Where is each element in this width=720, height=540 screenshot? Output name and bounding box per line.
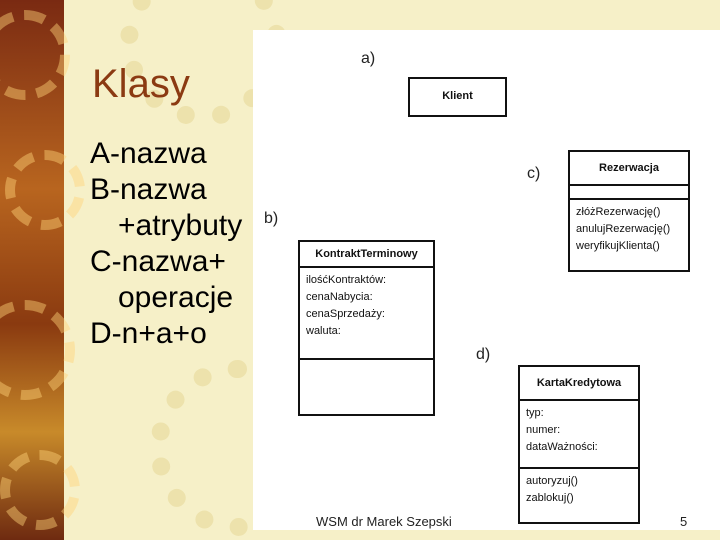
gear-icon xyxy=(0,10,70,100)
bullet-list xyxy=(90,136,260,352)
attribute-section xyxy=(570,186,688,200)
label-a: a) xyxy=(361,50,376,67)
bullet-item: D-n+a+o xyxy=(90,317,207,350)
uml-class-klient xyxy=(408,77,507,117)
class-name: Rezerwacja xyxy=(570,152,688,186)
page-number: 5 xyxy=(680,514,688,529)
bullet-item: operacje xyxy=(118,281,234,314)
slide-title: Klasy xyxy=(92,62,190,106)
class-name: Klient xyxy=(442,90,473,102)
gear-icon xyxy=(0,450,80,530)
label-b: b) xyxy=(264,210,279,227)
operation: anulujRezerwację() xyxy=(576,223,671,235)
operation: autoryzuj() xyxy=(526,475,578,487)
bullet-item: A-nazwa xyxy=(90,137,207,170)
class-name: KontraktTerminowy xyxy=(300,242,433,268)
attribute: cenaSprzedaży: xyxy=(306,308,385,320)
label-c: c) xyxy=(527,165,541,182)
attribute: waluta: xyxy=(306,325,341,337)
operation-section xyxy=(300,360,433,378)
operation-section xyxy=(520,469,638,511)
class-name: KartaKredytowa xyxy=(520,367,638,401)
operation: złóżRezerwację() xyxy=(576,206,661,218)
bullet-item: B-nazwa xyxy=(90,173,207,206)
slide-footer: WSM dr Marek Szepski xyxy=(316,514,452,529)
uml-class-karta-kredytowa xyxy=(518,365,640,524)
bullet-item: +atrybuty xyxy=(118,209,243,242)
attribute: ilośćKontraktów: xyxy=(306,274,387,286)
decorative-left-strip xyxy=(0,0,64,540)
attribute-section xyxy=(300,268,433,360)
bullet-item: C-nazwa+ xyxy=(90,245,226,278)
label-d: d) xyxy=(476,346,491,363)
attribute-section xyxy=(520,401,638,469)
gear-icon xyxy=(0,300,75,400)
uml-diagram-panel xyxy=(253,30,720,530)
attribute: dataWażności: xyxy=(526,441,598,453)
gear-icon xyxy=(5,150,85,230)
operation-section xyxy=(570,200,688,259)
attribute: cenaNabycia: xyxy=(306,291,373,303)
attribute: numer: xyxy=(526,424,561,436)
uml-class-rezerwacja xyxy=(568,150,690,272)
operation: zablokuj() xyxy=(526,492,574,504)
attribute: typ: xyxy=(526,407,544,419)
operation: weryfikujKlienta() xyxy=(576,240,660,252)
uml-class-kontrakt xyxy=(298,240,435,416)
